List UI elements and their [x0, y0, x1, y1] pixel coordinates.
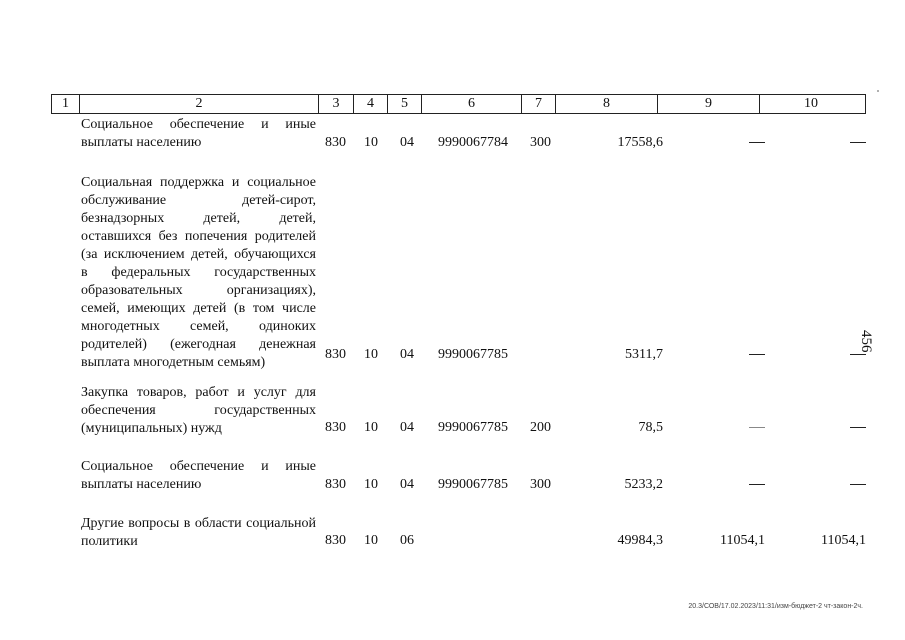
dash-mark	[850, 427, 866, 428]
dash-mark	[749, 427, 765, 428]
cell-col7: 300	[530, 477, 551, 492]
table-row	[51, 515, 866, 555]
dash-mark	[749, 142, 765, 143]
cell-col8: 17558,6	[617, 135, 663, 150]
cell-col4: 10	[364, 347, 378, 362]
cell-col8: 78,5	[638, 420, 663, 435]
cell-col8: 5233,2	[624, 477, 663, 492]
cell-col10: 11054,1	[821, 533, 866, 548]
header-col-3: 3	[319, 95, 354, 113]
cell-col10	[850, 134, 866, 152]
header-col-5: 5	[388, 95, 422, 113]
table-header	[51, 94, 866, 114]
cell-col3: 830	[325, 347, 346, 362]
header-col-2: 2	[80, 95, 319, 113]
cell-col3: 830	[325, 477, 346, 492]
row-description: Социальное обеспечение и иные выплаты населению	[81, 459, 316, 492]
cell-col4: 10	[364, 477, 378, 492]
table-row	[51, 384, 866, 440]
header-col-4: 4	[354, 95, 388, 113]
cell-col9	[749, 419, 765, 437]
row-description: Другие вопросы в области социальной политики	[81, 516, 316, 549]
cell-col6: 9990067785	[438, 477, 508, 492]
table-row	[51, 458, 866, 498]
cell-col9: 11054,1	[720, 533, 765, 548]
table-row	[51, 174, 866, 370]
cell-col5: 04	[400, 420, 414, 435]
cell-col7: 200	[530, 420, 551, 435]
header-col-6: 6	[422, 95, 522, 113]
cell-col5: 04	[400, 347, 414, 362]
dash-mark	[850, 484, 866, 485]
header-col-1: 1	[52, 95, 80, 113]
cell-col6: 9990067785	[438, 420, 508, 435]
cell-col8: 49984,3	[617, 533, 663, 548]
cell-col9	[749, 476, 765, 494]
table-row	[51, 116, 866, 156]
header-col-8: 8	[556, 95, 658, 113]
cell-col9	[749, 134, 765, 152]
cell-col10	[850, 419, 866, 437]
dash-mark	[850, 354, 866, 355]
cell-col3: 830	[325, 533, 346, 548]
header-col-7: 7	[522, 95, 556, 113]
header-col-9: 9	[658, 95, 760, 113]
dash-mark	[749, 484, 765, 485]
cell-col6: 9990067785	[438, 347, 508, 362]
cell-col4: 10	[364, 420, 378, 435]
cell-col5: 06	[400, 533, 414, 548]
row-description: Социальное обеспечение и иные выплаты населению	[81, 117, 316, 150]
cell-col3: 830	[325, 135, 346, 150]
cell-col4: 10	[364, 135, 378, 150]
cell-col9	[749, 346, 765, 364]
scan-speck	[877, 90, 879, 92]
row-description: Закупка товаров, работ и услуг для обеспечения государственных (муниципальных) нужд	[81, 385, 316, 436]
dash-mark	[749, 354, 765, 355]
header-col-10: 10	[804, 96, 818, 111]
cell-col7: 300	[530, 135, 551, 150]
cell-col3: 830	[325, 420, 346, 435]
row-description: Социальная поддержка и социальное обслуживание детей-сирот, безнадзорных детей, детей, оставшихся без попечения родителей (за исключением детей, обучающихся в федеральных государственных образовательных организациях), семей, имеющих детей (в том числе многодетных семей, одиноких родителей) (ежегодная денежная выплата многодетным семьям)	[81, 175, 316, 370]
cell-col5: 04	[400, 477, 414, 492]
dash-mark	[850, 142, 866, 143]
cell-col10	[850, 476, 866, 494]
cell-col5: 04	[400, 135, 414, 150]
page-number: 456	[858, 330, 874, 353]
cell-col4: 10	[364, 533, 378, 548]
cell-col8: 5311,7	[625, 347, 663, 362]
cell-col6: 9990067784	[438, 135, 508, 150]
document-footer: 20.3/СОВ/17.02.2023/11:31/изм-бюджет-2 чт-закон-2ч.	[688, 603, 863, 610]
